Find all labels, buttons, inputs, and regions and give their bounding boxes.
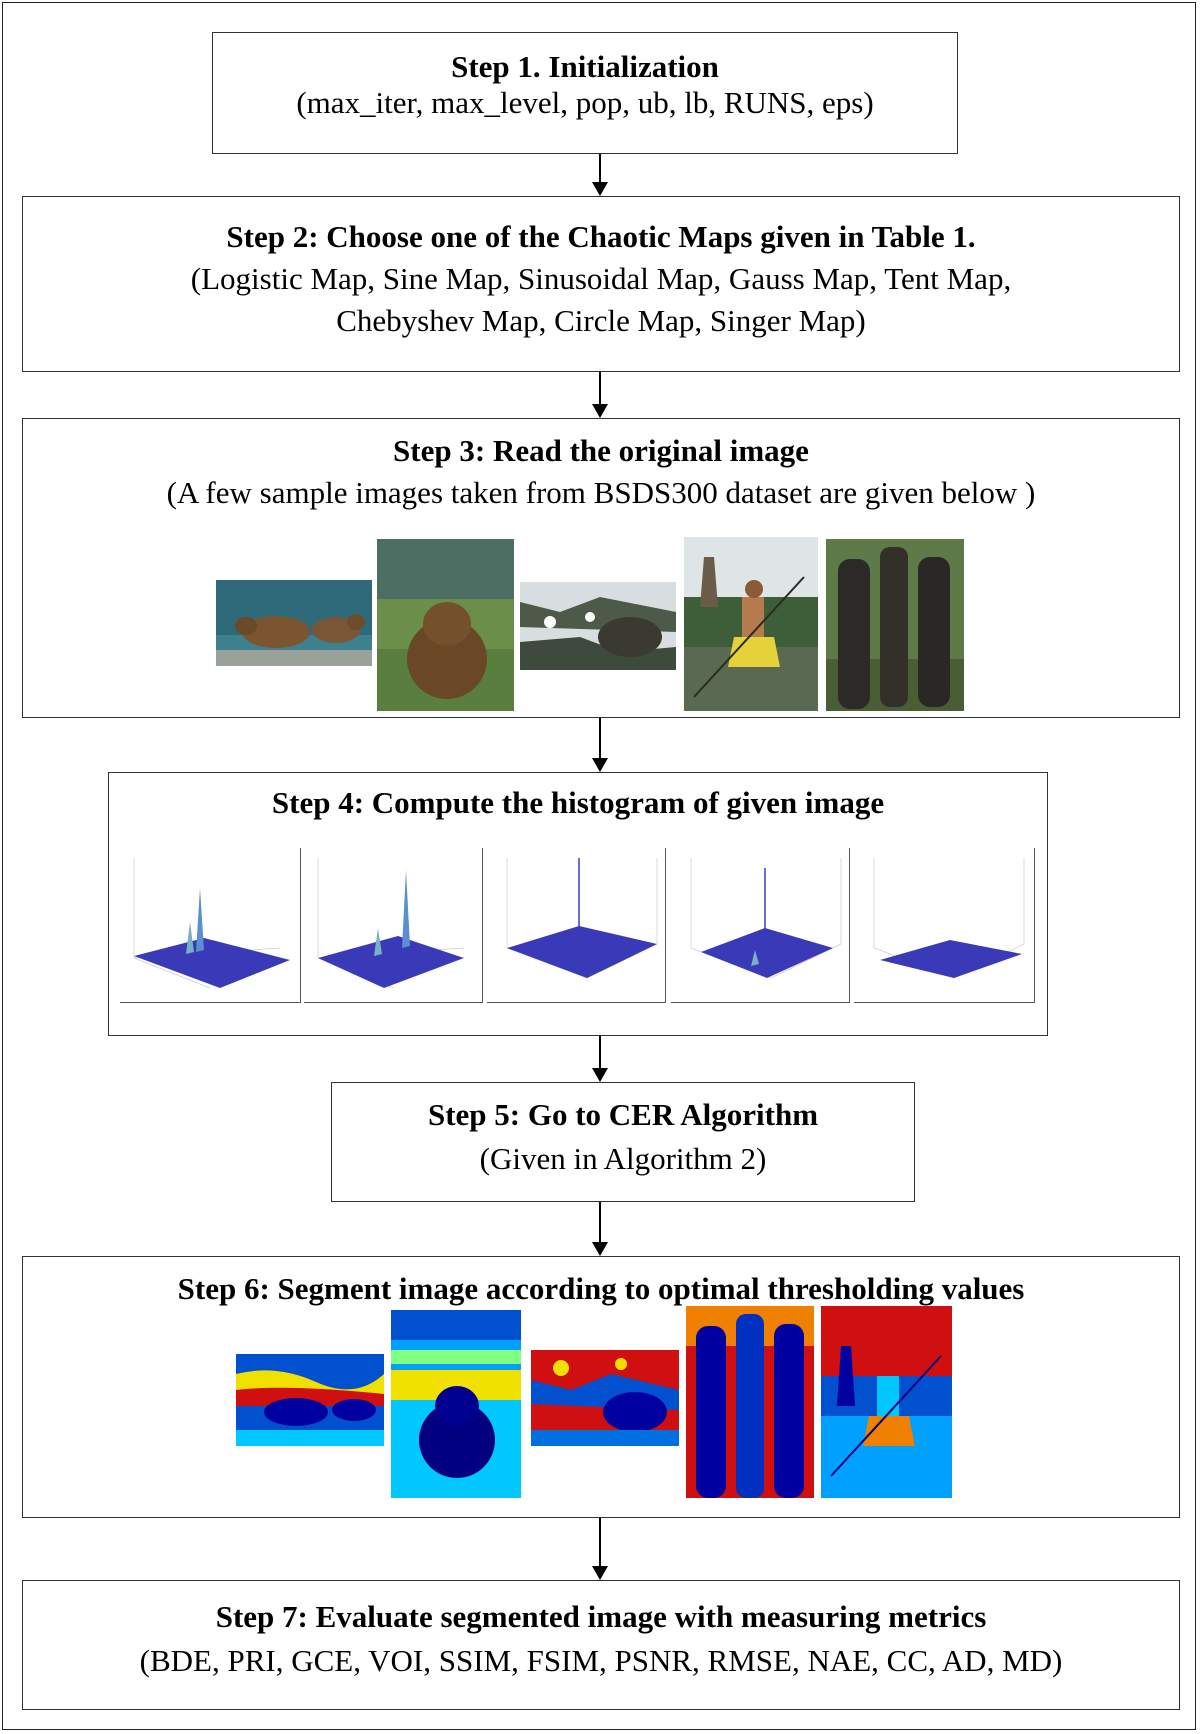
step-4-title: Step 4: Compute the histogram of given image — [271, 785, 885, 820]
segmented-image-bear-grass — [391, 1310, 521, 1498]
step-5-title: Step 5: Go to CER Algorithm — [427, 1097, 819, 1132]
sample-image-bear-grass — [377, 539, 514, 711]
arrow-5-6 — [599, 1202, 601, 1254]
sample-image-totems — [826, 539, 964, 711]
arrow-6-7 — [599, 1518, 601, 1578]
arrow-1-2 — [599, 154, 601, 194]
step-2-maps-line-1: (Logistic Map, Sine Map, Sinusoidal Map, Gauss Map, Tent Map, — [190, 261, 1012, 296]
step-7-title: Step 7: Evaluate segmented image with measuring metrics — [215, 1599, 987, 1634]
step-5-subtitle: (Given in Algorithm 2) — [479, 1141, 767, 1176]
step-1-params: (max_iter, max_level, pop, ub, lb, RUNS, eps) — [296, 85, 874, 120]
step-1-box — [212, 32, 958, 154]
arrow-2-3 — [599, 372, 601, 416]
histogram-plot-3 — [487, 848, 666, 1003]
segmented-image-bear-snow — [531, 1350, 679, 1446]
histogram-plot-2 — [304, 848, 483, 1003]
step-1-title: Step 1. Initialization — [451, 49, 719, 84]
step-7-box — [22, 1580, 1180, 1710]
arrow-4-5 — [599, 1036, 601, 1080]
arrow-3-4 — [599, 718, 601, 770]
sample-image-spear-fisher — [684, 537, 818, 711]
histogram-plot-4 — [671, 848, 850, 1003]
histogram-plot-5 — [854, 848, 1035, 1003]
step-3-subtitle: (A few sample images taken from BSDS300 dataset are given below ) — [166, 475, 1036, 510]
step-7-metrics: (BDE, PRI, GCE, VOI, SSIM, FSIM, PSNR, RMSE, NAE, CC, AD, MD) — [139, 1643, 1063, 1678]
segmented-image-spear-fisher — [821, 1306, 952, 1498]
step-5-box — [331, 1082, 915, 1202]
segmented-image-totems — [686, 1306, 814, 1498]
step-3-box — [22, 418, 1180, 718]
step-2-maps-line-2: Chebyshev Map, Circle Map, Singer Map) — [336, 303, 866, 338]
step-2-box — [22, 196, 1180, 372]
step-3-title: Step 3: Read the original image — [393, 433, 809, 468]
sample-image-bear-snow — [520, 582, 676, 670]
step-2-title: Step 2: Choose one of the Chaotic Maps given in Table 1. — [226, 219, 976, 254]
sample-image-bears-river — [216, 580, 372, 666]
segmented-image-bears-river — [236, 1354, 384, 1446]
histogram-plot-1 — [120, 848, 301, 1003]
step-6-title: Step 6: Segment image according to optimal thresholding values — [177, 1271, 1025, 1306]
